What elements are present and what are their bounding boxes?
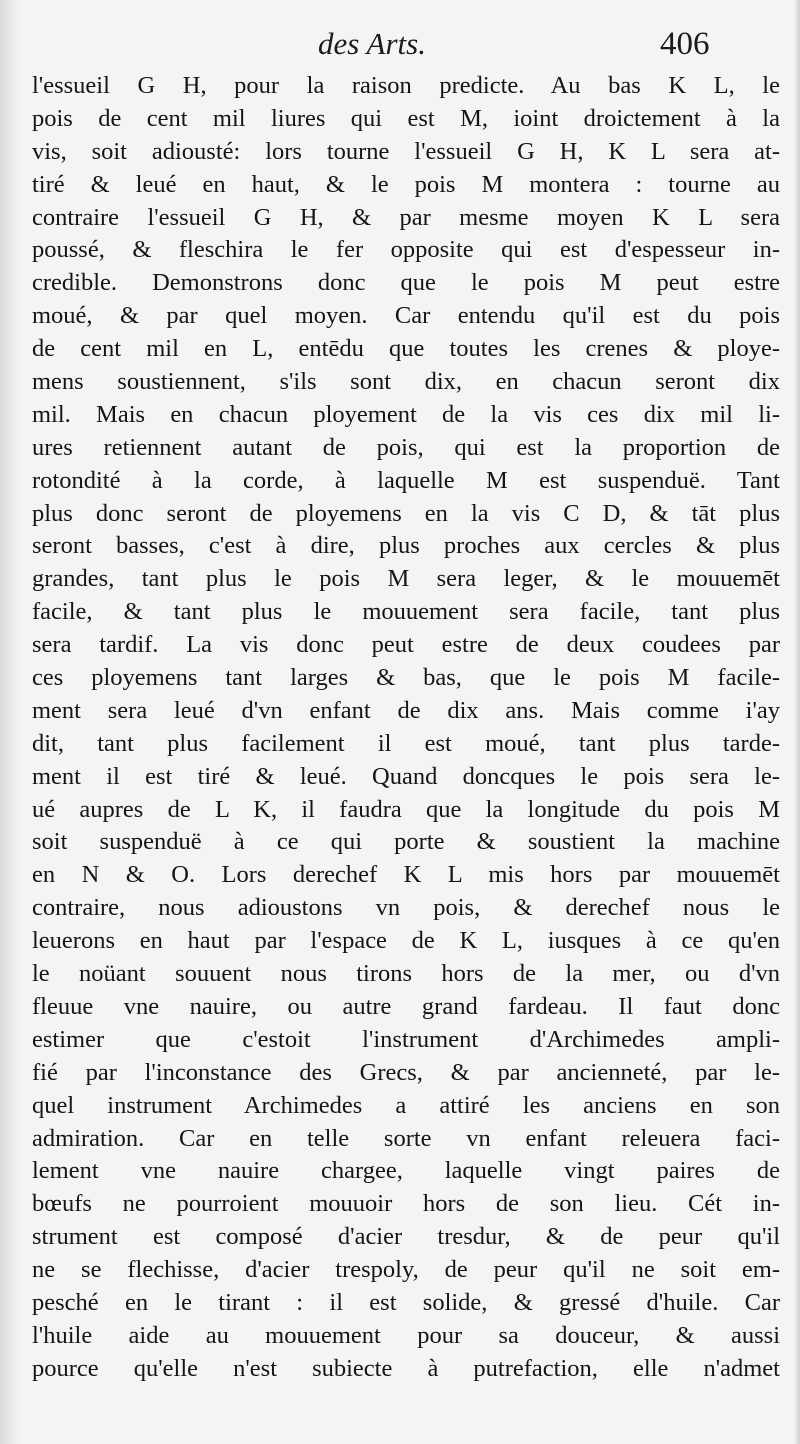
body-text [32, 70, 780, 1386]
text-line: mens soustiennent, s'ils sont dix, en chacun seront dix [32, 368, 780, 396]
text-line: pesché en le tirant : il est solide, & gressé d'huile. Car [32, 1288, 780, 1316]
text-line: contraire l'essueil G H, & par mesme moyen K L sera [32, 203, 780, 231]
text-line: ces ployemens tant larges & bas, que le pois M facile- [32, 664, 780, 692]
text-line: l'essueil G H, pour la raison predicte. Au bas K L, le [32, 72, 780, 99]
text-line: rotondité à la corde, à laquelle M est suspenduë. Tant [32, 466, 780, 494]
text-line: strument est composé d'acier tresdur, & de peur qu'il [32, 1223, 780, 1251]
text-line: vis, soit adiousté: lors tourne l'essueil G H, K L sera at- [32, 137, 780, 165]
text-line: fleuue vne nauire, ou autre grand fardeau. Il faut donc [32, 992, 780, 1020]
page-number: 406 [660, 26, 710, 62]
text-line: sera tardif. La vis donc peut estre de deux coudees par [32, 631, 780, 659]
text-line: facile, & tant plus le mouuement sera facile, tant plus [32, 598, 780, 626]
text-line: contraire, nous adioustons vn pois, & derechef nous le [32, 894, 780, 922]
text-line: quel instrument Archimedes a attiré les anciens en son [32, 1091, 780, 1119]
text-line: ment il est tiré & leué. Quand doncques le pois sera le- [32, 762, 780, 790]
text-line: de cent mil en L, entēdu que toutes les crenes & ploye- [32, 335, 780, 363]
text-line: ne se flechisse, d'acier trespoly, de peur qu'il ne soit em- [32, 1256, 780, 1284]
text-line: pource qu'elle n'est subiecte à putrefaction, elle n'admet [32, 1354, 780, 1382]
text-line: ures retiennent autant de pois, qui est la proportion de [32, 433, 780, 461]
text-line: estimer que c'estoit l'instrument d'Archimedes ampli- [32, 1025, 780, 1053]
text-line: mil. Mais en chacun ployement de la vis ces dix mil li- [32, 400, 780, 428]
text-line: moué, & par quel moyen. Car entendu qu'il est du pois [32, 302, 780, 330]
text-line: grandes, tant plus le pois M sera leger, & le mouuemēt [32, 565, 780, 593]
text-line: soit suspenduë à ce qui porte & soustient la machine [32, 828, 780, 856]
page-gutter-shadow [0, 0, 22, 1444]
text-line: fié par l'inconstance des Grecs, & par ancienneté, par le- [32, 1058, 780, 1086]
page-edge-shadow [794, 0, 800, 1444]
text-line: seront basses, c'est à dire, plus proches aux cercles & plus [32, 532, 780, 560]
text-line: tiré & leué en haut, & le pois M montera : tourne au [32, 170, 780, 198]
text-line: admiration. Car en telle sorte vn enfant releuera faci- [32, 1124, 780, 1152]
text-line: lement vne nauire chargee, laquelle vingt paires de [32, 1157, 780, 1185]
text-line: ment sera leué d'vn enfant de dix ans. Mais comme i'ay [32, 696, 780, 724]
text-line: plus donc seront de ployemens en la vis C D, & tāt plus [32, 499, 780, 527]
text-line: bœufs ne pourroient mouuoir hors de son lieu. Cét in- [32, 1190, 780, 1218]
text-line: credible. Demonstrons donc que le pois M peut estre [32, 269, 780, 297]
running-head: des Arts. [318, 26, 426, 61]
text-line: leuerons en haut par l'espace de K L, iusques à ce qu'en [32, 927, 780, 955]
text-line: ué aupres de L K, il faudra que la longitude du pois M [32, 795, 780, 823]
text-line: pois de cent mil liures qui est M, ioint droictement à la [32, 104, 780, 132]
text-line: dit, tant plus facilement il est moué, tant plus tarde- [32, 729, 780, 757]
text-line: poussé, & fleschira le fer opposite qui est d'espesseur in- [32, 236, 780, 264]
text-line: le noüant souuent nous tirons hors de la mer, ou d'vn [32, 960, 780, 988]
text-line: en N & O. Lors derechef K L mis hors par mouuemēt [32, 861, 780, 889]
text-line: l'huile aide au mouuement pour sa douceur, & aussi [32, 1321, 780, 1349]
